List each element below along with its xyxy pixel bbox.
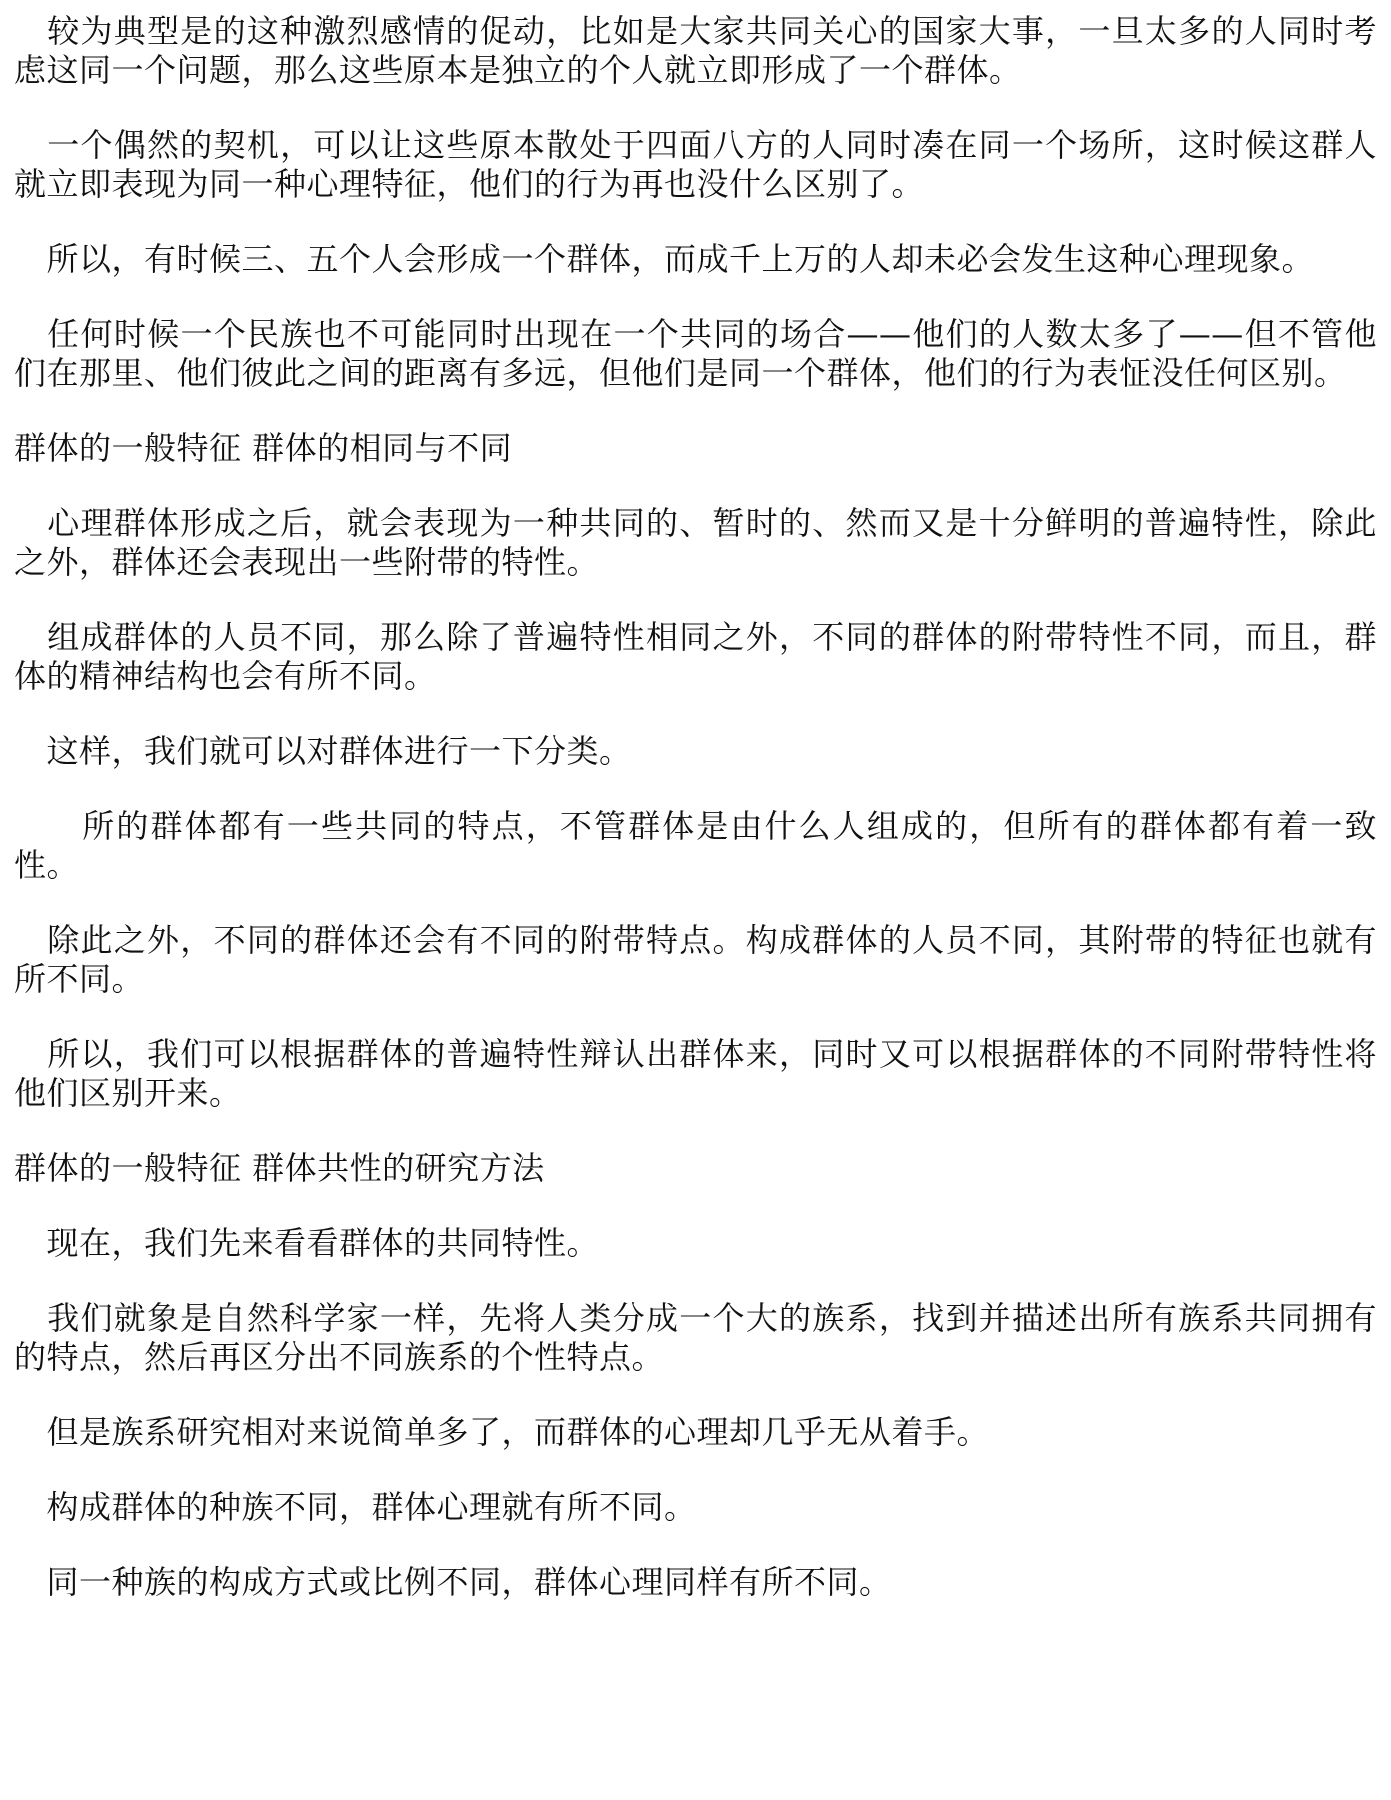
paragraph: 心理群体形成之后，就会表现为一种共同的、暂时的、然而又是十分鲜明的普遍特性，除此之外，群体还会表现出一些附带的特性。 <box>14 504 1377 581</box>
paragraph: 一个偶然的契机，可以让这些原本散处于四面八方的人同时凑在同一个场所，这时候这群人就立即表现为同一种心理特征，他们的行为再也没什么区别了。 <box>14 126 1377 203</box>
paragraph: 我们就象是自然科学家一样，先将人类分成一个大的族系，找到并描述出所有族系共同拥有的特点，然后再区分出不同族系的个性特点。 <box>14 1299 1377 1376</box>
paragraph: 所以，有时候三、五个人会形成一个群体，而成千上万的人却未必会发生这种心理现象。 <box>14 240 1315 278</box>
paragraph: 较为典型是的这种激烈感情的促动，比如是大家共同关心的国家大事，一旦太多的人同时考虑这同一个问题，那么这些原本是独立的个人就立即形成了一个群体。 <box>14 12 1377 89</box>
section-heading: 群体的一般特征 群体的相同与不同 <box>14 429 513 467</box>
paragraph: 组成群体的人员不同，那么除了普遍特性相同之外，不同的群体的附带特性不同，而且，群体的精神结构也会有所不同。 <box>14 618 1377 695</box>
section-heading: 群体的一般特征 群体共性的研究方法 <box>14 1149 545 1187</box>
paragraph: 这样，我们就可以对群体进行一下分类。 <box>14 732 632 770</box>
paragraph: 现在，我们先来看看群体的共同特性。 <box>14 1224 600 1262</box>
paragraph: 但是族系研究相对来说简单多了，而群体的心理却几乎无从着手。 <box>14 1413 990 1451</box>
paragraph: 任何时候一个民族也不可能同时出现在一个共同的场合——他们的人数太多了——但不管他们在那里、他们彼此之间的距离有多远，但他们是同一个群体，他们的行为表怔没任何区别。 <box>14 315 1377 392</box>
paragraph: 同一种族的构成方式或比例不同，群体心理同样有所不同。 <box>14 1563 892 1601</box>
paragraph: 所以，我们可以根据群体的普遍特性辩认出群体来，同时又可以根据群体的不同附带特性将他们区别开来。 <box>14 1035 1377 1112</box>
paragraph: 所的群体都有一些共同的特点，不管群体是由什么人组成的，但所有的群体都有着一致性。 <box>14 807 1377 884</box>
paragraph: 构成群体的种族不同，群体心理就有所不同。 <box>14 1488 697 1526</box>
paragraph: 除此之外，不同的群体还会有不同的附带特点。构成群体的人员不同，其附带的特征也就有所不同。 <box>14 921 1377 998</box>
